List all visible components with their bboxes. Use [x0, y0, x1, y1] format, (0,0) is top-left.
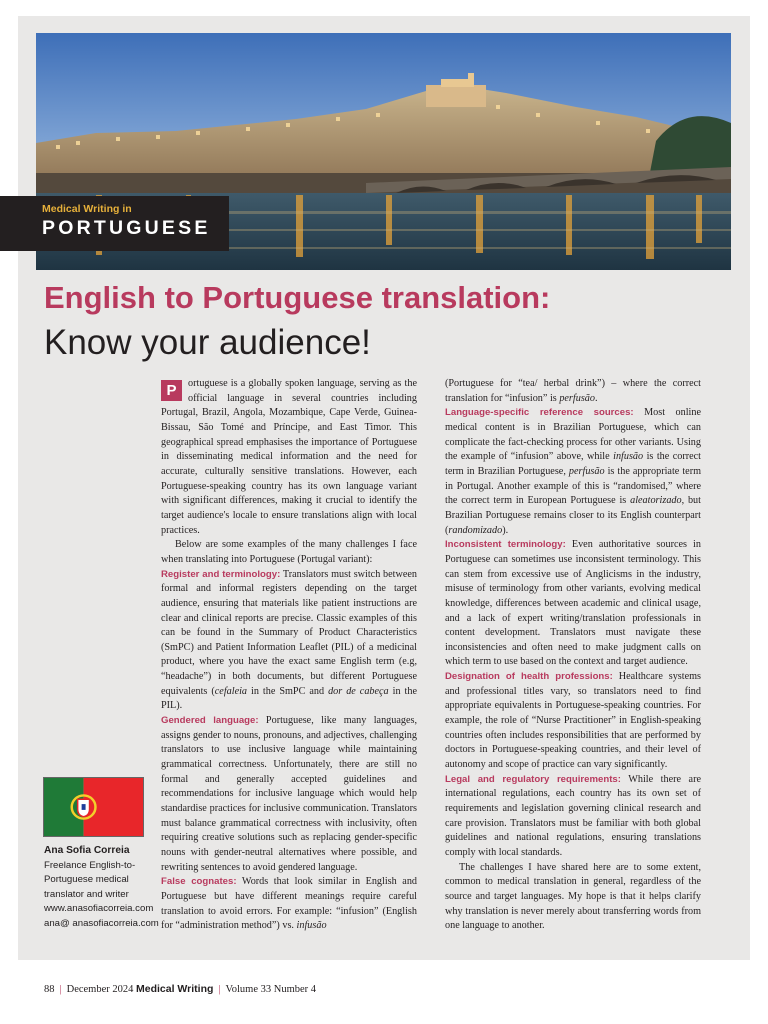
author-email-link[interactable]: ana@ anasofiacorreia.com — [44, 917, 159, 929]
footer-separator: | — [59, 984, 62, 995]
run-in-heading: False cognates: — [161, 876, 237, 888]
portugal-flag-icon — [43, 777, 144, 837]
text-column-right — [445, 377, 701, 934]
run-in-heading: Legal and regulatory requirements: — [445, 773, 621, 785]
page-number: 88 — [44, 984, 55, 995]
section-label: Medical Writing in — [42, 203, 132, 215]
author-role: translator and writer — [44, 888, 129, 900]
run-in-heading: Designation of health professions: — [445, 671, 613, 683]
text-column-left — [161, 377, 417, 934]
run-in-heading: Language-specific reference sources: — [445, 407, 634, 419]
intro-paragraph: P ortuguese is a globally spoken language, serving as the official language in several countries including Portugal, Brazil, Angola, Mozambique, Cape Verde, Guinea-Bissau, São Tomé and Príncipe, and East Timor. This geographical spread emphasises the importance of Portuguese in disseminating medical information and the need for accurate, culturally sensitive translations. However, each Portuguese-speaking country has its own language variant with significant differences, making it crucial to identify the target audience's locale to ensure translations align with local practices. — [161, 378, 417, 536]
author-name: Ana Sofia Correia — [44, 845, 130, 856]
page-footer — [44, 983, 316, 995]
author-box — [44, 844, 174, 931]
paragraph-designation: Designation of health professions: Healthcare systems and professional titles vary, so translators need to find appropriate equivalents in Portuguese-speaking countries. For example, the role of “Nurse Practitioner” in English-speaking countries often includes responsibilities that are performed by doctors in Portuguese-speaking countries, and their level of autonomy and scope of practice can vary significantly. — [445, 671, 701, 771]
paragraph-gendered: Gendered language: Portuguese, like many languages, assigns gender to nouns, pronouns, and adjectives, challenging translators to use inclusive language while maintaining grammatical correctness. Unfortunately, there are still no formal and generally accepted guidelines and recommendations for inclusive language which would help standardise practices for inclusive communication. Translators must balance grammatical correctness with inclusivity, often requiring creative solutions such as replacing gender-specific nouns with gender-neutral alternatives where possible, and rewriting sentences to avoid gendered language. — [161, 715, 418, 873]
section-tag — [0, 196, 229, 251]
section-title: PORTUGUESE — [42, 217, 211, 239]
run-in-heading: Gendered language: — [161, 715, 259, 727]
run-in-heading: Inconsistent terminology: — [445, 539, 566, 551]
paragraph-false-cognates-cont: (Portuguese for “tea/ herbal drink”) – where the correct translation for “infusion” is perfusão. — [445, 378, 701, 404]
run-in-heading: Register and terminology: — [161, 568, 281, 580]
drop-cap: P — [161, 380, 182, 401]
paragraph-false-cognates: False cognates: Words that look similar in English and Portuguese but have different meanings require careful translation to avoid errors. For example: “infusion” (English for “administration method”) vs. infusão — [161, 876, 418, 932]
author-role: Freelance English-to- — [44, 859, 136, 871]
paragraph-challenges: Below are some examples of the many challenges I face when translating into Portuguese (Portugal variant): — [161, 539, 417, 565]
paragraph-closing: The challenges I have shared here are to some extent, common to medical translation in general, regardless of the source and target languages. My hope is that it helps clarify why translation is never merely about transferring words from one language to another. — [445, 861, 701, 932]
article-subtitle: Know your audience! — [44, 323, 371, 362]
paragraph-legal: Legal and regulatory requirements: While there are international regulations, each country has its own set of requirements and legislation governing clinical research and care provision. Translators must be familiar with both global guidelines and national regulations, ensuring translations comply with local standards. — [445, 773, 701, 858]
author-role: Portuguese medical — [44, 874, 129, 885]
journal-name: Medical Writing — [136, 983, 214, 995]
volume-info: Volume 33 Number 4 — [225, 984, 317, 995]
paragraph-language-sources: Language-specific reference sources: Most online medical content is in Brazilian Portuguese, which can complicate the fact-checking process for other variants. Using the example of “infusion” above, while infusão is the correct term in Brazilian Portuguese, perfusão is the appropriate term in Portugal. Another example of this is “randomised,” where the correct term in European Portuguese is aleatorizado, but Brazilian Portuguese remains closer to its English counterpart (randomizado). — [445, 407, 702, 536]
article-title: English to Portuguese translation: — [44, 280, 551, 315]
footer-separator: | — [218, 984, 221, 995]
paragraph-register: Register and terminology: Translators must switch between formal and informal registers depending on the target audience, ensuring that materials like patient instructions are clear and clinical reports are precise. Classic examples of this can be found in the Summary of Product Characteristics (SmPC) and Patient Information Leaflet (PIL) of a medicinal product, where you have the exact same English term (e.g, “headache”) in both documents, but different Portuguese equivalents (cefaleia in the SmPC and dor de cabeça in the PIL). — [161, 568, 418, 712]
author-website-link[interactable]: www.anasofiacorreia.com — [44, 903, 154, 914]
issue-date: December 2024 — [66, 984, 134, 995]
paragraph-inconsistent: Inconsistent terminology: Even authoritative sources in Portuguese can sometimes use inconsistent terminology. This can stem from excessive use of Anglicisms in the industry, misuse of terminology from other variants, evolving medical knowledge, differences between academic and clinical usage, and a lack of expert writing/translation professionals in content development. Translators must navigate these inconsistencies and often need to make judgment calls on which term to use based on the context and target audience. — [445, 539, 701, 668]
